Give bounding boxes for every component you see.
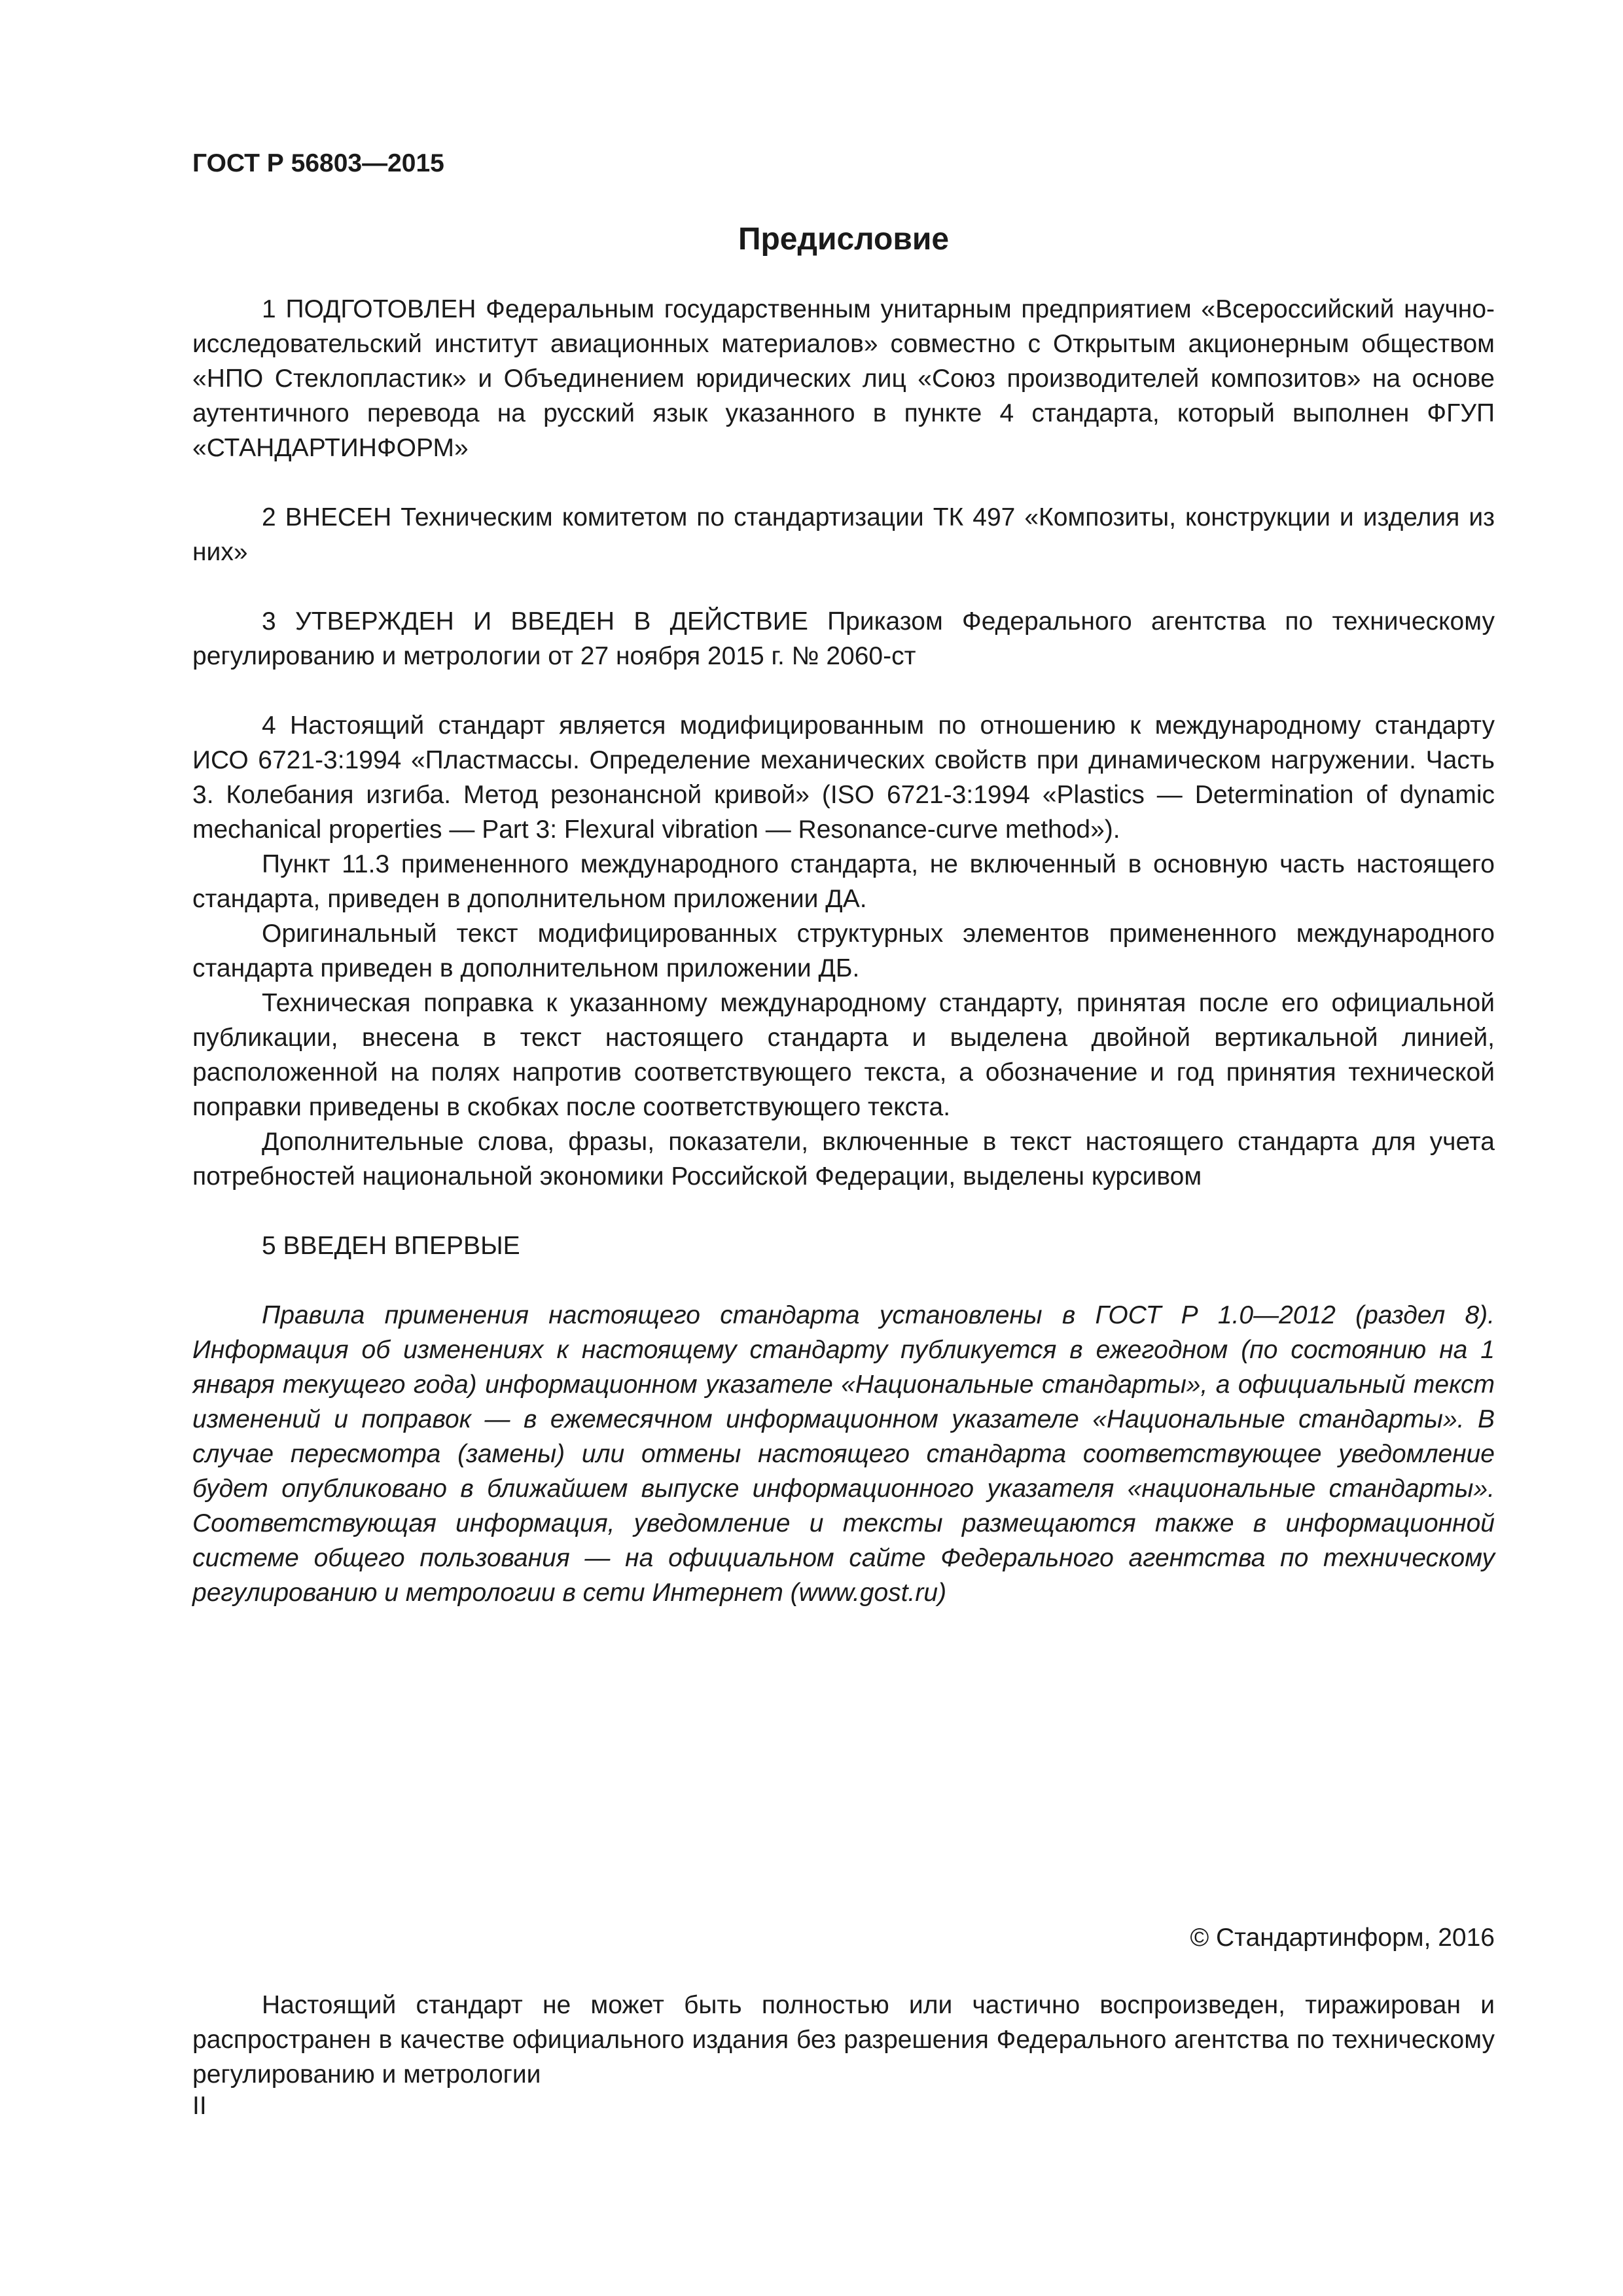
paragraph-modified-standard: 4 Настоящий стандарт является модифицированным по отношению к международному стандарту ИСО 6721-3:1994 «Пластмассы. Определение механических свойств при динамическом нагружении. Часть 3. Колебания изгиба. Метод резонансной кривой» (ISO 6721-3:1994 «Plastics — Determination of dynamic mechanical properties — Part 3: Flexural vibration — Resonance-curve method»). [192, 711, 1495, 844]
paragraph-introduced: 2 ВНЕСЕН Техническим комитетом по стандартизации ТК 497 «Композиты, конструкции и изделия из них» [192, 503, 1495, 566]
paragraph-approved: 3 УТВЕРЖДЕН И ВВЕДЕН В ДЕЙСТВИЕ Приказом Федерального агентства по техническому регулированию и метрологии от 27 ноября 2015 г. № 2060-ст [192, 607, 1495, 670]
paragraph-prepared: 1 ПОДГОТОВЛЕН Федеральным государственным унитарным предприятием «Всероссийский научно-исследовательский институт авиационных материалов» совместно с Открытым акционерным обществом «НПО Стеклопластик» и Объединением юридических лиц «Союз производителей композитов» на основе аутентичного перевода на русский язык указанного в пункте 4 стандарта, который выполнен ФГУП «СТАНДАРТИНФОРМ» [192, 295, 1495, 462]
page-number: II [192, 2092, 207, 2120]
foreword-body [192, 292, 1495, 1610]
document-code: ГОСТ Р 56803—2015 [192, 149, 444, 177]
paragraph-first-introduced: 5 ВВЕДЕН ВПЕРВЫЕ [262, 1232, 520, 1260]
document-page [192, 0, 1495, 2296]
reproduction-notice: Настоящий стандарт не может быть полностью или частично воспроизведен, тиражирован и распространен в качестве официального издания без разрешения Федерального агентства по техническому регулированию и метрологии [192, 1991, 1495, 2089]
page-title: Предисловие [738, 222, 950, 257]
paragraph-clause-11-3: Пункт 11.3 примененного международного стандарта, не включенный в основную часть настоящего стандарта, приведен в дополнительном приложении ДА. [192, 850, 1495, 913]
paragraph-additional-words: Дополнительные слова, фразы, показатели, включенные в текст настоящего стандарта для учета потребностей национальной экономики Российской Федерации, выделены курсивом [192, 1128, 1495, 1191]
paragraph-application-rules: Правила применения настоящего стандарта установлены в ГОСТ Р 1.0—2012 (раздел 8). Информация об изменениях к настоящему стандарту публикуется в ежегодном (по состоянию на 1 января текущего года) информационном указателе «Национальные стандарты», а официальный текст изменений и поправок — в ежемесячном информационном указателе «Национальные стандарты». В случае пересмотра (замены) или отмены настоящего стандарта соответствующее уведомление будет опубликовано в ближайшем выпуске информационного указателя «национальные стандарты». Соответствующая информация, уведомление и тексты размещаются также в информационной системе общего пользования — на официальном сайте Федерального агентства по техническому регулированию и метрологии в сети Интернет (www.gost.ru) [192, 1301, 1495, 1607]
paragraph-original-text: Оригинальный текст модифицированных структурных элементов примененного международного стандарта приведен в дополнительном приложении ДБ. [192, 920, 1495, 982]
paragraph-technical-correction: Техническая поправка к указанному международному стандарту, принятая после его официальной публикации, внесена в текст настоящего стандарта и выделена двойной вертикальной линией, расположенной на полях напротив соответствующего текста, а обозначение и год принятия технической поправки приведены в скобках после соответствующего текста. [192, 989, 1495, 1121]
copyright-notice: © Стандартинформ, 2016 [1190, 1924, 1495, 1952]
